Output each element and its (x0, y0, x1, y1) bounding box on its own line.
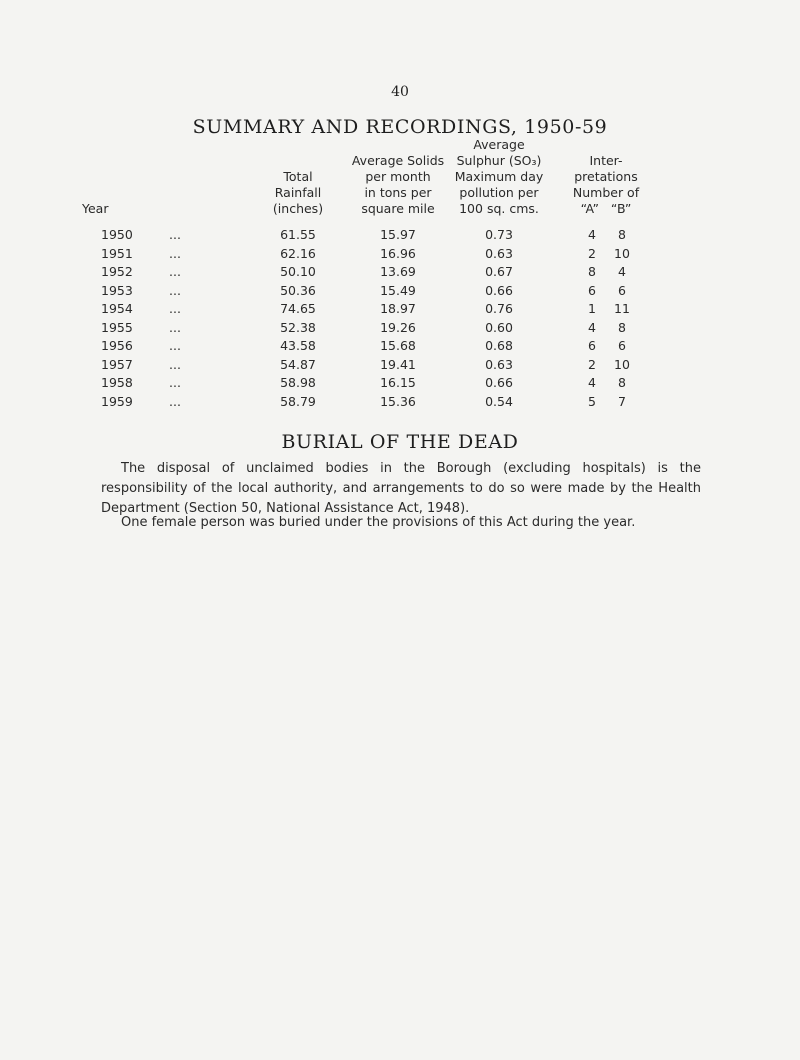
cell-year: 1951 (101, 245, 133, 261)
header-interp-line-1: Inter- (589, 153, 623, 168)
cell-solids: 18.97 (380, 301, 416, 316)
cell-a: 6 (588, 282, 596, 298)
cell-leader-dots: ... (169, 375, 181, 390)
cell-b: 8 (618, 375, 626, 390)
table-row (0, 375, 800, 394)
header-sulphur-line-1: Average (473, 137, 525, 152)
cell-a: 8 (588, 264, 596, 279)
header-year-line: Year (82, 201, 109, 216)
cell-solids: 15.68 (380, 338, 416, 353)
cell-year: 1956 (101, 338, 133, 353)
table-row (0, 227, 800, 246)
cell-rainfall: 50.36 (280, 282, 316, 298)
cell-solids: 19.41 (380, 356, 416, 372)
cell-b: 8 (618, 319, 626, 335)
cell-solids: 15.97 (380, 227, 416, 242)
cell-solids: 15.49 (380, 282, 416, 298)
cell-a: 4 (588, 319, 596, 335)
cell-leader-dots: ... (169, 319, 181, 335)
cell-rainfall: 61.55 (280, 227, 316, 242)
cell-year: 1953 (101, 282, 133, 298)
table-row (0, 394, 800, 413)
cell-rainfall: 50.10 (280, 264, 316, 279)
paragraph-burial-text: One female person was buried under the provisions of this Act during the year. (121, 515, 636, 530)
cell-rainfall: 58.98 (280, 375, 316, 390)
header-interpretations (556, 153, 656, 217)
cell-rainfall: 58.79 (280, 393, 316, 409)
table-row (0, 320, 800, 339)
cell-a: 5 (588, 393, 596, 409)
cell-a: 1 (588, 301, 596, 316)
header-rainfall (248, 169, 348, 217)
cell-b: 10 (614, 356, 630, 372)
header-solids-line-2: per month (365, 169, 431, 184)
page-title: SUMMARY AND RECORDINGS, 1950-59 (192, 116, 608, 138)
header-rainfall-line-2: Rainfall (274, 185, 322, 200)
table-row (0, 357, 800, 376)
cell-sulphur: 0.63 (485, 356, 513, 372)
page-number: 40 (391, 84, 409, 100)
header-year (82, 201, 122, 217)
header-rainfall-line-3: (inches) (272, 201, 324, 216)
cell-year: 1959 (101, 393, 133, 409)
cell-year: 1950 (101, 227, 133, 242)
table-row (0, 338, 800, 357)
cell-sulphur: 0.63 (485, 245, 513, 261)
cell-sulphur: 0.66 (485, 375, 513, 390)
table-row (0, 283, 800, 302)
cell-b: 7 (618, 393, 626, 409)
cell-leader-dots: ... (169, 338, 181, 353)
cell-a: 2 (588, 356, 596, 372)
header-col-a: “A” (580, 201, 599, 216)
header-sulphur-line-5: 100 sq. cms. (459, 201, 539, 216)
cell-a: 2 (588, 245, 596, 261)
paragraph-disposal (101, 459, 701, 519)
section-heading-burial: BURIAL OF THE DEAD (281, 431, 519, 453)
header-sulphur-line-4: pollution per (459, 185, 539, 200)
cell-leader-dots: ... (169, 282, 181, 298)
cell-b: 10 (614, 245, 630, 261)
cell-year: 1958 (101, 375, 133, 390)
header-solids-line-3: in tons per (364, 185, 432, 200)
cell-leader-dots: ... (169, 301, 181, 316)
cell-rainfall: 62.16 (280, 245, 316, 261)
cell-sulphur: 0.73 (485, 227, 513, 242)
cell-sulphur: 0.66 (485, 282, 513, 298)
header-rainfall-line-1: Total (283, 169, 313, 184)
cell-leader-dots: ... (169, 245, 181, 261)
cell-b: 6 (618, 282, 626, 298)
cell-solids: 19.26 (380, 319, 416, 335)
table-row (0, 264, 800, 283)
cell-b: 6 (618, 338, 626, 353)
cell-year: 1954 (101, 301, 133, 316)
cell-solids: 16.15 (380, 375, 416, 390)
header-sulphur-line-3: Maximum day (454, 169, 544, 184)
cell-a: 6 (588, 338, 596, 353)
cell-rainfall: 74.65 (280, 301, 316, 316)
header-interp-line-2: pretations (574, 169, 638, 184)
header-sulphur-line-2: Sulphur (SO₃) (456, 153, 542, 168)
cell-solids: 13.69 (380, 264, 416, 279)
table-row (0, 301, 800, 320)
header-interp-ab-line (556, 201, 656, 217)
cell-rainfall: 52.38 (280, 319, 316, 335)
cell-leader-dots: ... (169, 393, 181, 409)
cell-a: 4 (588, 227, 596, 242)
header-col-b: “B” (610, 201, 632, 216)
cell-solids: 15.36 (380, 393, 416, 409)
paragraph-disposal-text: The disposal of unclaimed bodies in the Borough (excluding hospitals) is the responsibility of the local authority, and arrangements to do so were made by the Health Department (Section 50, National Assistance Act, 1948). (101, 461, 701, 516)
cell-sulphur: 0.76 (485, 301, 513, 316)
cell-leader-dots: ... (169, 264, 181, 279)
cell-sulphur: 0.60 (485, 319, 513, 335)
cell-a: 4 (588, 375, 596, 390)
table-row (0, 246, 800, 265)
cell-year: 1955 (101, 319, 133, 335)
paragraph-burial-count (101, 513, 701, 533)
cell-b: 11 (614, 301, 630, 316)
cell-sulphur: 0.67 (485, 264, 513, 279)
cell-leader-dots: ... (169, 227, 181, 242)
header-interp-line-3: Number of (572, 185, 640, 200)
cell-sulphur: 0.68 (485, 338, 513, 353)
cell-solids: 16.96 (380, 245, 416, 261)
data-table (0, 227, 800, 412)
header-solids-line-1: Average Solids (351, 153, 445, 168)
cell-leader-dots: ... (169, 356, 181, 372)
cell-rainfall: 43.58 (280, 338, 316, 353)
cell-b: 8 (618, 227, 626, 242)
cell-b: 4 (618, 264, 626, 279)
header-sulphur (434, 137, 564, 217)
cell-rainfall: 54.87 (280, 356, 316, 372)
cell-year: 1957 (101, 356, 133, 372)
cell-sulphur: 0.54 (485, 393, 513, 409)
cell-year: 1952 (101, 264, 133, 279)
header-solids-line-4: square mile (361, 201, 435, 216)
